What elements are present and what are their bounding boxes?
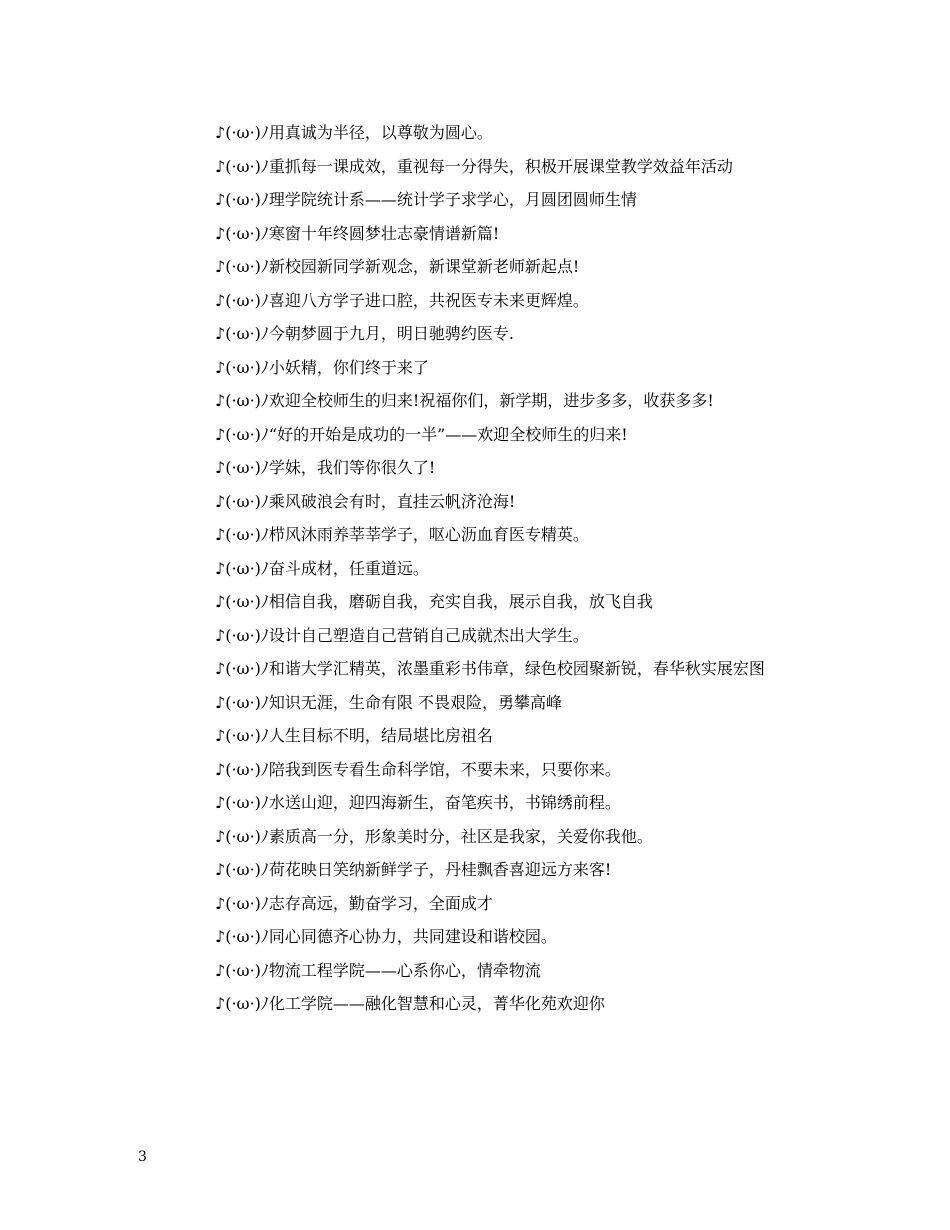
slogan-item-6: ♪(·ω·)ﾉ喜迎八方学子进口腔，共祝医专未来更辉煌。 <box>215 290 589 310</box>
slogan-item-8: ♪(·ω·)ﾉ小妖精，你们终于来了 <box>215 357 429 377</box>
slogan-item-23: ♪(·ω·)ﾉ荷花映日笑纳新鲜学子，丹桂飘香喜迎远方来客! <box>215 860 612 879</box>
slogan-item-19: ♪(·ω·)ﾉ人生目标不明，结局堪比房祖名 <box>215 726 493 745</box>
page-number: 3 <box>138 1149 147 1165</box>
slogan-item-11: ♪(·ω·)ﾉ学妹，我们等你很久了! <box>215 458 436 477</box>
slogan-item-4: ♪(·ω·)ﾉ寒窗十年终圆梦壮志豪情谱新篇! <box>215 223 500 243</box>
slogan-item-13: ♪(·ω·)ﾉ栉风沐雨养莘莘学子，呕心沥血育医专精英。 <box>215 525 589 544</box>
slogan-item-16: ♪(·ω·)ﾉ设计自己塑造自己营销自己成就杰出大学生。 <box>215 625 589 645</box>
slogan-item-10: ♪(·ω·)ﾉ“好的开始是成功的一半”——欢迎全校师生的归来! <box>215 424 628 444</box>
slogan-item-20: ♪(·ω·)ﾉ陪我到医专看生命科学馆，不要未来，只要你来。 <box>215 759 621 779</box>
slogan-item-24: ♪(·ω·)ﾉ志存高远，勤奋学习，全面成才 <box>215 893 493 913</box>
slogan-item-2: ♪(·ω·)ﾉ重抓每一课成效，重视每一分得失，积极开展课堂教学效益年活动 <box>215 156 733 176</box>
slogan-item-26: ♪(·ω·)ﾉ物流工程学院——心系你心，情牵物流 <box>215 960 541 980</box>
slogan-item-27: ♪(·ω·)ﾉ化工学院——融化智慧和心灵，菁华化苑欢迎你 <box>215 994 605 1013</box>
slogan-item-1: ♪(·ω·)ﾉ用真诚为半径，以尊敬为圆心。 <box>215 123 493 142</box>
slogan-item-15: ♪(·ω·)ﾉ相信自我，磨砺自我，充实自我，展示自我，放飞自我 <box>215 592 653 611</box>
slogan-item-9: ♪(·ω·)ﾉ欢迎全校师生的归来!祝福你们，新学期，进步多多，收获多多! <box>215 391 714 410</box>
slogan-item-12: ♪(·ω·)ﾉ乘风破浪会有时，直挂云帆济沧海! <box>215 491 516 511</box>
slogan-item-25: ♪(·ω·)ﾉ同心同德齐心协力，共同建设和谐校园。 <box>215 927 557 946</box>
slogan-item-17: ♪(·ω·)ﾉ和谐大学汇精英，浓墨重彩书伟章，绿色校园聚新锐，春华秋实展宏图 <box>215 659 765 678</box>
slogan-item-7: ♪(·ω·)ﾉ今朝梦圆于九月，明日驰骋约医专. <box>215 324 515 343</box>
slogan-item-21: ♪(·ω·)ﾉ水送山迎，迎四海新生，奋笔疾书，书锦绣前程。 <box>215 793 621 812</box>
slogan-item-3: ♪(·ω·)ﾉ理学院统计系——统计学子求学心，月圆团圆师生情 <box>215 190 637 209</box>
slogan-item-5: ♪(·ω·)ﾉ新校园新同学新观念，新课堂新老师新起点! <box>215 257 580 276</box>
slogan-item-18: ♪(·ω·)ﾉ知识无涯，生命有限 不畏艰险，勇攀高峰 <box>215 692 563 712</box>
slogan-item-22: ♪(·ω·)ﾉ素质高一分，形象美时分，社区是我家，关爱你我他。 <box>215 826 653 846</box>
slogan-item-14: ♪(·ω·)ﾉ奋斗成材，任重道远。 <box>215 558 429 578</box>
slogan-list <box>138 116 818 1021</box>
